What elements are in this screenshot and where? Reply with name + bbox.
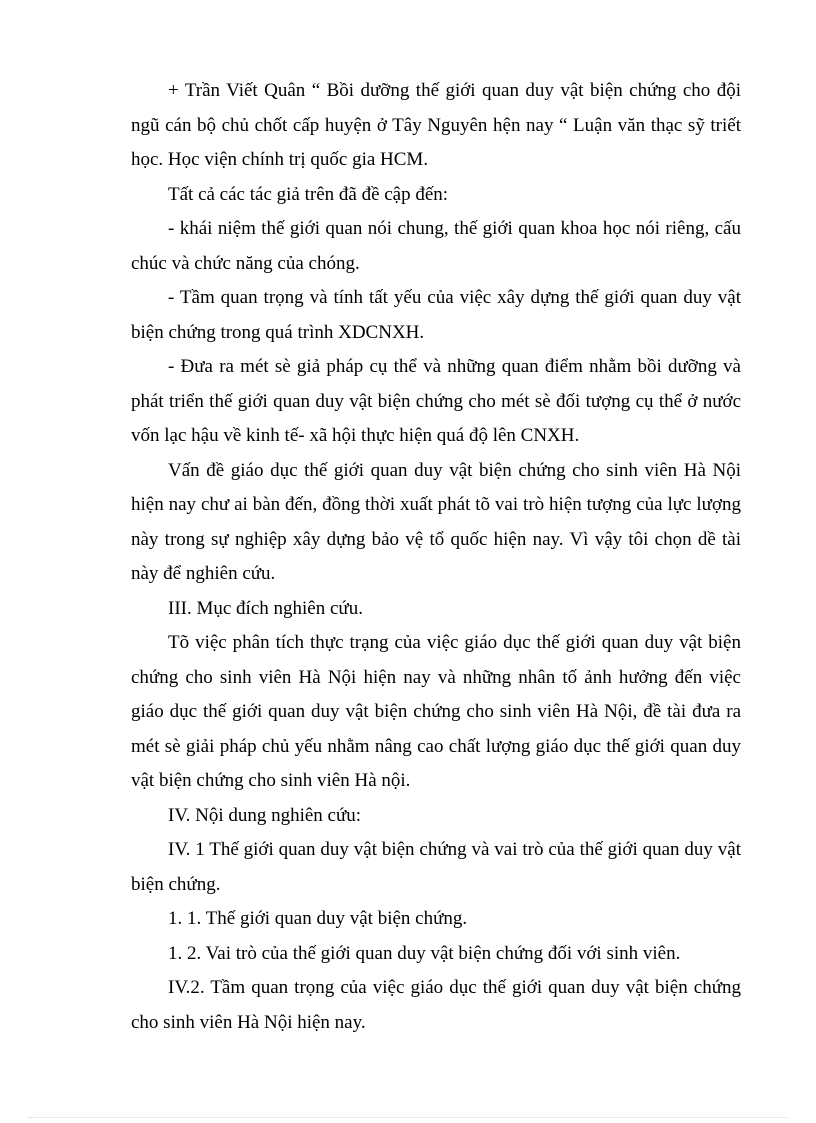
- summary-intro: Tất cả các tác giả trên đã đề cập đến:: [168, 183, 449, 205]
- page-bottom-divider: [28, 1117, 788, 1118]
- section-heading-content: IV. Nội dung nghiên cứu:: [168, 804, 362, 826]
- research-gap-paragraph: Vấn đề giáo dục thế giới quan duy vật biện chứng cho sinh viên Hà Nội hiện nay chư ai bàn đến, đồng thời xuất phát tõ vai trò hiện tượng của lực lượng này trong sự nghiệp xây dựng bảo vệ tổ quốc hiện nay. Vì vậy tôi chọn dề tài này để nghiên cứu.: [131, 459, 741, 584]
- subsection-heading-iv-1: IV. 1 Thế giới quan duy vật biện chứng và vai trò của thế giới quan duy vật biện chứng.: [131, 839, 741, 895]
- subsection-heading-1-2: 1. 2. Vai trò của thế giới quan duy vật biện chứng đối với sinh viên.: [168, 942, 681, 964]
- summary-point-2: - Tầm quan trọng và tính tất yếu của việc xây dựng thế giới quan duy vật biện chứng trong quá trình XDCNXH.: [131, 287, 741, 343]
- purpose-paragraph: Tõ việc phân tích thực trạng của việc giáo dục thế giới quan duy vật biện chứng cho sinh viên Hà Nội hiện nay và những nhân tố ảnh hưởng đến việc giáo dục thế giới quan duy vật biện chứng cho sinh viên Hà Nội, đề tài đưa ra mét sè giải pháp chủ yếu nhằm nâng cao chất lượng giáo dục thế giới quan duy vật biện chứng cho sinh viên Hà nội.: [131, 632, 741, 791]
- reference-entry: + Trần Viết Quân “ Bồi dưỡng thế giới quan duy vật biện chứng cho đội ngũ cán bộ chủ chốt cấp huyện ở Tây Nguyên hện nay “ Luận văn thạc sỹ triết học. Học viện chính trị quốc gia HCM.: [131, 80, 741, 170]
- summary-point-1: - khái niệm thế giới quan nói chung, thế giới quan khoa học nói riêng, cấu chúc và chức năng của chóng.: [131, 218, 741, 274]
- section-heading-purpose: III. Mục đích nghiên cứu.: [168, 597, 363, 619]
- summary-point-3: - Đưa ra mét sè giả pháp cụ thể và những quan điểm nhằm bồi dưỡng và phát triển thế giới quan duy vật biện chứng cho mét sè đối tượng cụ thể ở nước vốn lạc hậu về kinh tế- xã hội thực hiện quá độ lên CNXH.: [131, 356, 741, 446]
- subsection-heading-1-1: 1. 1. Thế giới quan duy vật biện chứng.: [168, 908, 468, 929]
- document-page: [131, 74, 741, 1040]
- subsection-heading-iv-2: IV.2. Tầm quan trọng của việc giáo dục thế giới quan duy vật biện chứng cho sinh viên Hà Nội hiện nay.: [131, 977, 741, 1033]
